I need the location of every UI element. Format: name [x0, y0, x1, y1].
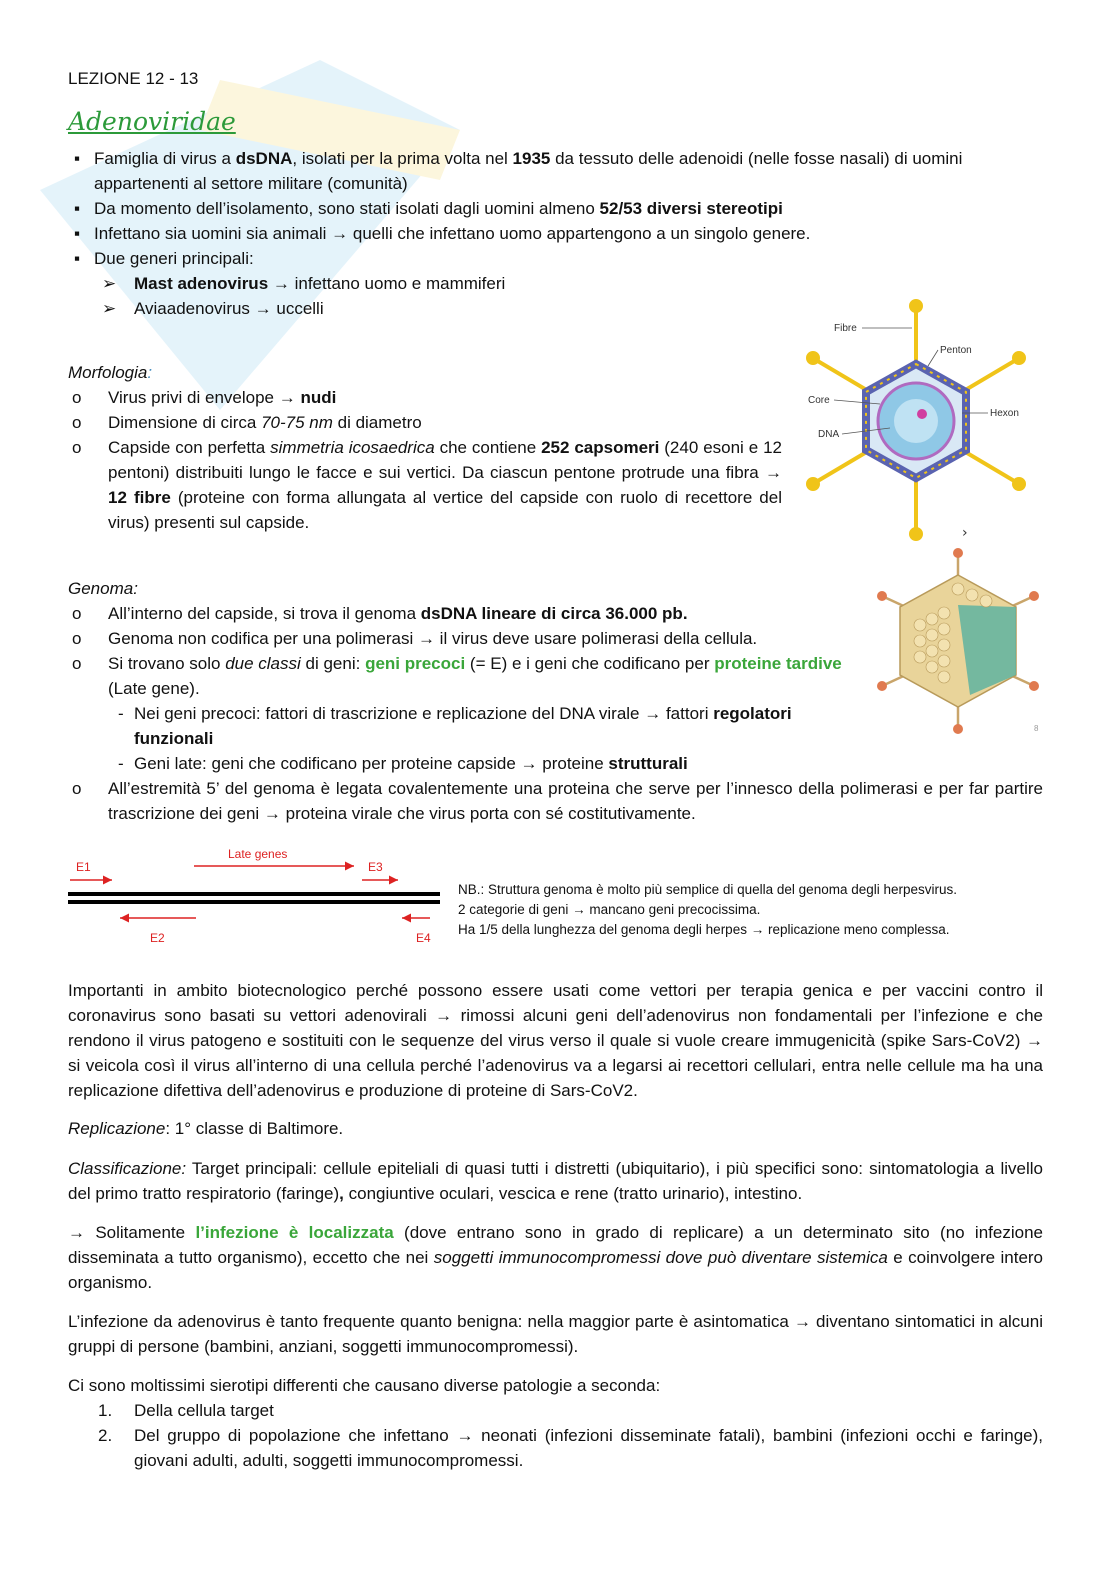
label-penton: Penton [940, 345, 972, 356]
morfologia-list [68, 385, 782, 535]
intro-list [68, 146, 1043, 321]
list-item: o Capside con perfetta simmetria icosaedrica che contiene 252 capsomeri (240 esoni e 12 pentoni) distribuiti lungo le facce e sui vertici. Da ciascun pentone protrude una fibra → 12 fibre (proteine con forma allungata al vertice del capside con ruolo di recettore del virus) presenti sul capside. [72, 438, 782, 532]
capsid-3d-illustration [870, 545, 1046, 737]
list-item: ▪ Due generi principali: [74, 249, 254, 268]
page-title: Adenoviridae [68, 107, 236, 136]
replicazione-paragraph: Replicazione: 1° classe di Baltimore. [68, 1119, 344, 1138]
gene-e2: E2 [150, 931, 165, 945]
list-item: 2. Del gruppo di popolazione che infettano → neonati (infezioni disseminate fatali), bambini (infezioni occhi e faringe), giovani adulti, adulti, soggetti immunocompromessi. [98, 1426, 1043, 1470]
localized-infection-paragraph: → Solitamente l’infezione è localizzata (dove entrano sono in grado di replicare) a un determinato sito (no infezione disseminata a tutto organismo), eccetto che nei soggetti immunocompromessi dove può diventare sistemica e coinvolgere intero organismo. [68, 1223, 1044, 1292]
sub-list-item: - Nei geni precoci: fattori di trascrizione e replicazione del DNA virale → fattori regolatori funzionali [118, 704, 792, 748]
nb-line: Ha 1/5 della lunghezza del genoma degli herpes → replicazione meno complessa. [458, 922, 950, 937]
list-item: o Genoma non codifica per una polimerasi → il virus deve usare polimerasi della cellula. [72, 629, 758, 648]
list-item: o Virus privi di envelope → nudi [72, 388, 337, 407]
list-item: o Si trovano solo due classi di geni: geni precoci (= E) e i geni che codificano per proteine tardive (Late gene). [72, 654, 842, 698]
label-dna: DNA [818, 429, 840, 440]
sub-list-item: ➢ Mast adenovirus → infettano uomo e mammiferi [102, 274, 506, 293]
list-item: ▪ Da momento dell’isolamento, sono stati isolati dagli uomini almeno 52/53 diversi stereotipi [74, 199, 783, 218]
list-item: ▪ Famiglia di virus a dsDNA, isolati per la prima volta nel 1935 da tessuto delle adenoidi (nelle fosse nasali) di uomini appartenenti al settore militare (comunità) [74, 149, 963, 193]
classificazione-paragraph: Classificazione: Target principali: cellule epiteliali di quasi tutti i distretti (ubiquitario), i più specifici sono: sintomatologia a livello del primo tratto respiratorio (faringe), congiuntive oculari, vescica e rene (tratto urinario), intestino. [68, 1159, 1043, 1203]
gene-late: Late genes [228, 847, 288, 861]
list-item: o All’interno del capside, si trova il genoma dsDNA lineare di circa 36.000 pb. [72, 604, 688, 623]
lesson-heading: LEZIONE 12 - 13 [68, 69, 199, 88]
genome-map-diagram [66, 844, 442, 948]
nb-line: 2 categorie di geni → mancano geni precocissima. [458, 902, 761, 917]
label-hexon: Hexon [990, 408, 1019, 419]
benign-infection-paragraph: L’infezione da adenovirus è tanto frequente quanto benigna: nella maggior parte è asintomatica → diventano sintomatici in alcuni gruppi di persone (bambini, anziani, soggetti immunocompromessi). [68, 1312, 1043, 1356]
morfologia-label: Morfologia: [68, 363, 153, 382]
label-fibre: Fibre [834, 323, 857, 334]
list-item: o All’estremità 5’ del genoma è legata covalentemente una proteina che serve per l’innesco della polimerasi e per far partire trascrizione dei geni → proteina virale che virus porta con sé costitutivamente. [72, 779, 1043, 823]
sub-list-item: - Geni late: geni che codificano per proteine capside → proteine strutturali [118, 754, 688, 773]
label-core: Core [808, 395, 830, 406]
serotypes-paragraph: Ci sono moltissimi sierotipi differenti che causano diverse patologie a seconda: [68, 1376, 661, 1395]
gene-e1: E1 [76, 860, 91, 874]
biotech-paragraph: Importanti in ambito biotecnologico perché possono essere usati come vettori per terapia genica e per vaccini contro il coronavirus sono basati su vettori adenovirali → rimossi alcuni geni dell’adenovirus non fondamentali per l’infezione e che rendono il virus patogeno e sostituiti con le sequenze del virus verso il quale si vuole creare immugenicità (spike Sars-CoV2) → si veicola così il virus all’interno di una cellula perché l’adenovirus va a legarsi ai recettori cellulari, entra nelle cellule ma ha una replicazione difettiva dell’adenovirus e produzione di proteine di Sars-CoV2. [68, 981, 1043, 1100]
svg-text:›: › [962, 525, 968, 541]
list-item: o Dimensione di circa 70-75 nm di diametro [72, 413, 422, 432]
figure-number: 8 [1034, 724, 1039, 733]
nb-note [458, 880, 957, 940]
gene-e4: E4 [416, 931, 431, 945]
list-item: ▪ Infettano sia uomini sia animali → quelli che infettano uomo appartengono a un singolo genere. [74, 224, 811, 243]
gene-e3: E3 [368, 860, 383, 874]
nb-line: NB.: Struttura genoma è molto più semplice di quella del genoma degli herpesvirus. [458, 882, 958, 897]
list-item: 1. Della cellula target [98, 1401, 274, 1420]
adenovirus-structure-diagram [798, 298, 1048, 542]
genoma-label: Genoma: [68, 579, 138, 598]
sub-list-item: ➢ Aviaadenovirus → uccelli [102, 299, 324, 318]
serotypes-list [68, 1398, 1043, 1473]
